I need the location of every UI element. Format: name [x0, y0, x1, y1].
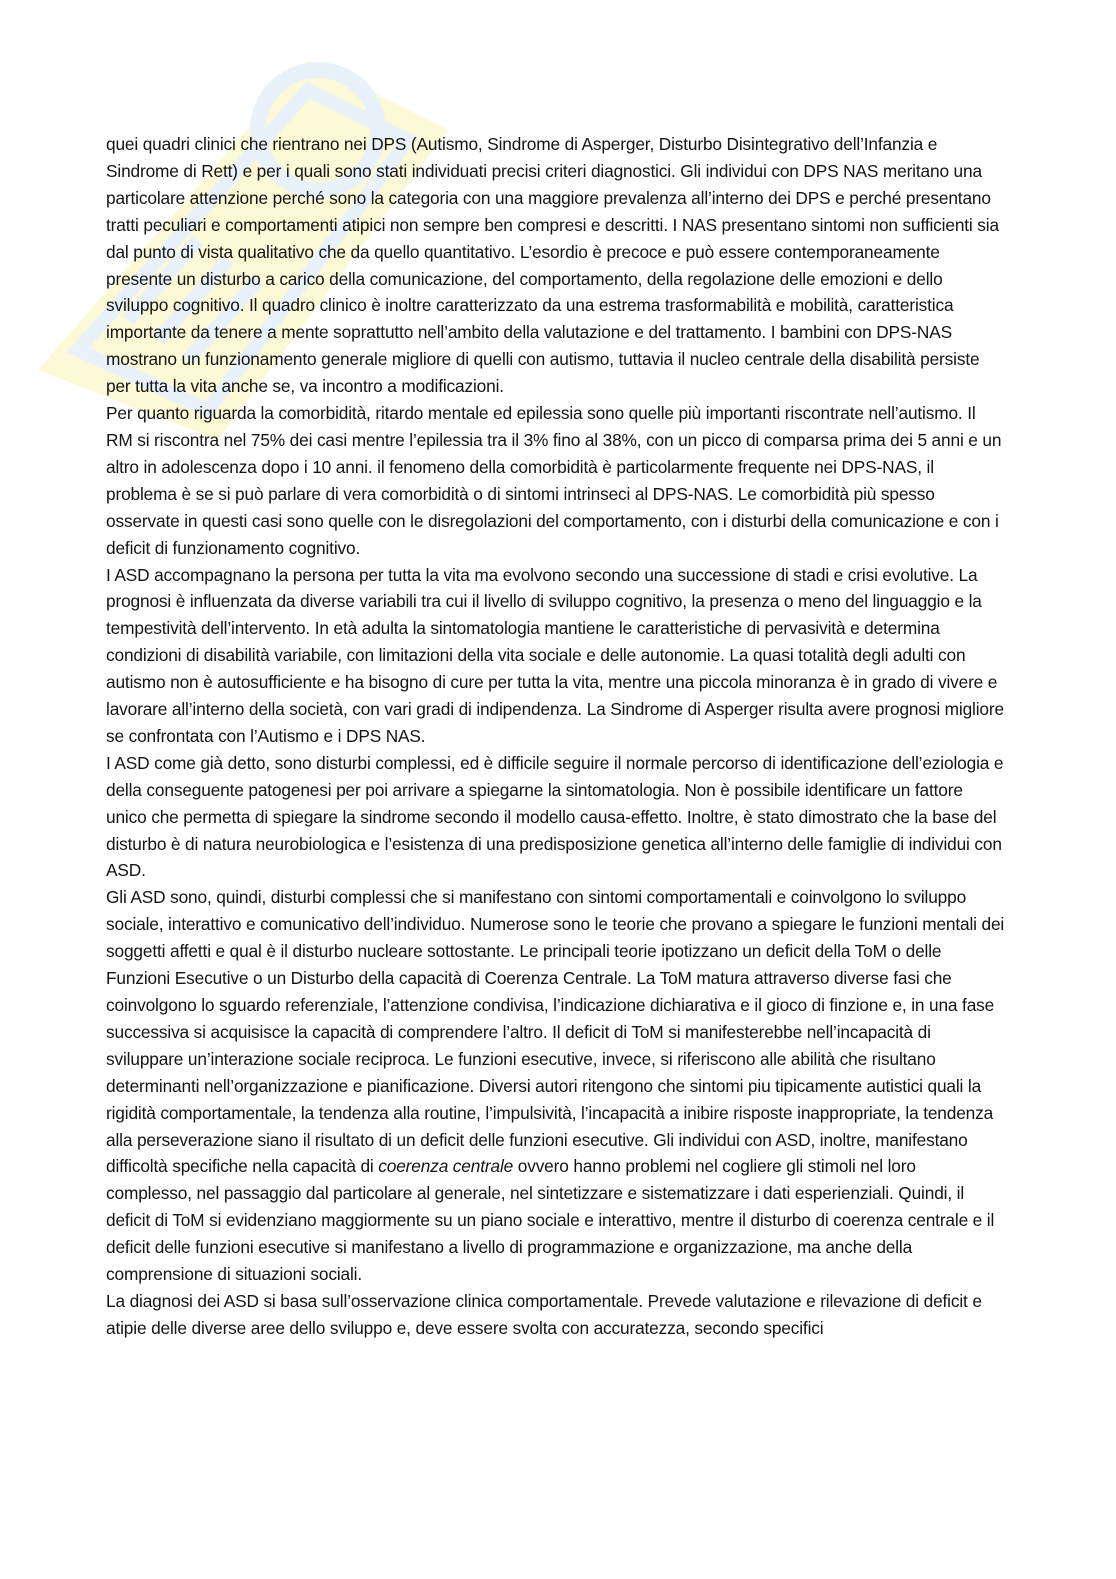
paragraph-teorie	[106, 884, 1006, 1288]
paragraph-comorbidita: Per quanto riguarda la comorbidità, ritardo mentale ed epilessia sono quelle più importanti riscontrate nell’autismo. Il RM si riscontra nel 75% dei casi mentre l’epilessia tra il 3% fino al 38%, con un picco di comparsa prima dei 5 anni e un altro in adolescenza dopo i 10 anni. il fenomeno della comorbidità è particolarmente frequente nei DPS-NAS, il problema è se si può parlare di vera comorbidità o di sintomi intrinseci al DPS-NAS. Le comorbidità più spesso osservate in questi casi sono quelle con le disregolazioni del comportamento, con i disturbi della comunicazione e con i deficit di funzionamento cognitivo.	[106, 403, 1002, 558]
paragraph-teorie-part-2: ovvero hanno problemi nel cogliere gli stimoli nel loro complesso, nel passaggio dal particolare al generale, nel sintetizzare e sistematizzare i dati esperienziali. Quindi, il deficit di ToM si evidenziano maggiormente su un piano sociale e interattivo, mentre il disturbo di coerenza centrale e il deficit delle funzioni esecutive si manifestano a livello di programmazione e organizzazione, ma anche della comprensione di situazioni sociali.	[106, 1156, 995, 1285]
paragraph-dps-nas: quei quadri clinici che rientrano nei DPS (Autismo, Sindrome di Asperger, Disturbo Disintegrativo dell’Infanzia e Sindrome di Rett) e per i quali sono stati individuati precisi criteri diagnostici. Gli individui con DPS NAS meritano una particolare attenzione perché sono la categoria con una maggiore prevalenza all’interno dei DPS e perché presentano tratti peculiari e comportamenti atipici non sempre ben compresi e descritti. I NAS presentano sintomi non sufficienti sia dal punto di vista qualitativo che da quello quantitativo. L’esordio è precoce e può essere contemporaneamente presente un disturbo a carico della comunicazione, del comportamento, della regolazione delle emozioni e dello sviluppo cognitivo. Il quadro clinico è inoltre caratterizzato da una estrema trasformabilità e mobilità, caratteristica importante da tenere a mente soprattutto nell’ambito della valutazione e del trattamento. I bambini con DPS-NAS mostrano un funzionamento generale migliore di quelli con autismo, tuttavia il nucleo centrale della disabilità persiste per tutta la vita anche se, va incontro a modificazioni.	[106, 134, 999, 397]
paragraph-diagnosi: La diagnosi dei ASD si basa sull’osservazione clinica comportamentale. Prevede valutazione e rilevazione di deficit e atipie delle diverse aree dello sviluppo e, deve essere svolta con accuratezza, secondo specifici	[106, 1290, 982, 1338]
paragraph-teorie-part-1: Gli ASD sono, quindi, disturbi complessi che si manifestano con sintomi comportamentali e coinvolgono lo sviluppo sociale, interattivo e comunicativo dell’individuo. Numerose sono le teorie che provano a spiegare le funzioni mentali dei soggetti affetti e qual è il disturbo nucleare sottostante. Le principali teorie ipotizzano un deficit della ToM o delle Funzioni Esecutive o un Disturbo della capacità di Coerenza Centrale. La ToM matura attraverso diverse fasi che coinvolgono lo sguardo referenziale, l’attenzione condivisa, l’indicazione dichiarativa e il gioco di finzione e, in una fase successiva si acquisisce la capacità di comprendere l’altro. Il deficit di ToM si manifesterebbe nell’incapacità di sviluppare un’interazione sociale reciproca. Le funzioni esecutive, invece, si riferiscono alle abilità che risultano determinanti nell’organizzazione e pianificazione. Diversi autori ritengono che sintomi piu tipicamente autistici quali la rigidità comportamentale, la tendenza alla routine, l’impulsività, l’incapacità a inibire risposte inappropriate, la tendenza alla perseverazione siano il risultato di un deficit delle funzioni esecutive. Gli individui con ASD, inoltre, manifestano difficoltà specifiche nella capacità di	[106, 887, 1005, 1177]
emphasis-coerenza-centrale: coerenza centrale	[378, 1156, 514, 1177]
document-body	[106, 131, 1006, 1342]
paragraph-prognosi: I ASD accompagnano la persona per tutta la vita ma evolvono secondo una successione di stadi e crisi evolutive. La prognosi è influenzata da diverse variabili tra cui il livello di sviluppo cognitivo, la presenza o meno del linguaggio e la tempestività dell’intervento. In età adulta la sintomatologia mantiene le caratteristiche di pervasività e determina condizioni di disabilità variabile, con limitazioni della vita sociale e delle autonomie. La quasi totalità degli adulti con autismo non è autosufficiente e ha bisogno di cure per tutta la vita, mentre una piccola minoranza è in grado di vivere e lavorare all’interno della società, con vari gradi di indipendenza. La Sindrome di Asperger risulta avere prognosi migliore se confrontata con l’Autismo e i DPS NAS.	[106, 564, 1004, 746]
paragraph-eziologia: I ASD come già detto, sono disturbi complessi, ed è difficile seguire il normale percorso di identificazione dell’eziologia e della conseguente patogenesi per poi arrivare a spiegarne la sintomatologia. Non è possibile identificare un fattore unico che permetta di spiegare la sindrome secondo il modello causa-effetto. Inoltre, è stato dimostrato che la base del disturbo è di natura neurobiologica e l’esistenza di una predisposizione genetica all’interno delle famiglie di individui con ASD.	[106, 752, 1004, 881]
